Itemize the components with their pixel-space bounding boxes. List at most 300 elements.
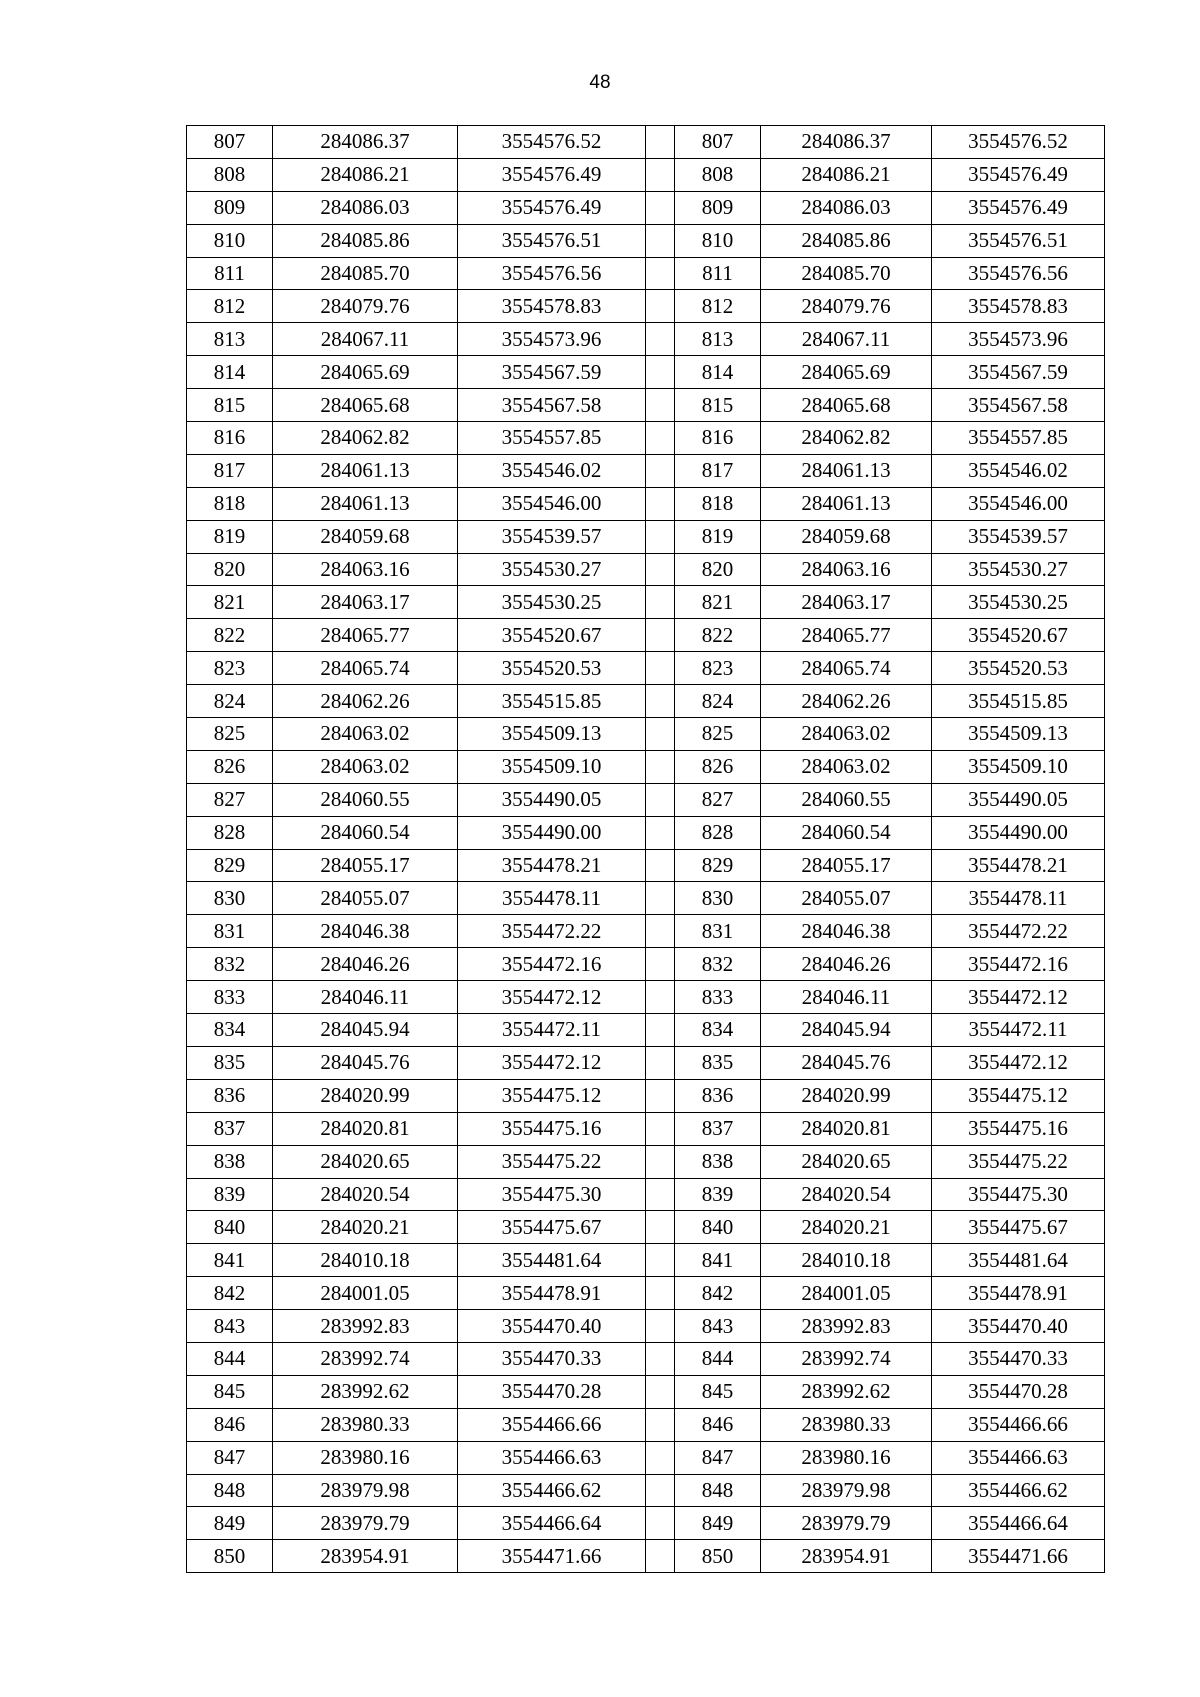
- spacer-cell: [646, 191, 675, 224]
- x-coordinate-cell: 284020.21: [273, 1211, 458, 1244]
- x-coordinate-cell: 284020.99: [761, 1079, 932, 1112]
- table-row: [187, 1145, 1105, 1178]
- x-coordinate-cell: 284046.38: [273, 915, 458, 948]
- x-coordinate-cell: 284020.81: [273, 1112, 458, 1145]
- y-coordinate-cell: 3554546.02: [458, 454, 646, 487]
- y-coordinate-cell: 3554490.05: [458, 783, 646, 816]
- y-coordinate-cell: 3554475.22: [932, 1145, 1105, 1178]
- y-coordinate-cell: 3554546.02: [932, 454, 1105, 487]
- y-coordinate-cell: 3554567.58: [458, 389, 646, 422]
- spacer-cell: [646, 487, 675, 520]
- y-coordinate-cell: 3554470.40: [458, 1310, 646, 1343]
- y-coordinate-cell: 3554576.49: [932, 158, 1105, 191]
- point-id-cell: 825: [675, 718, 761, 751]
- y-coordinate-cell: 3554466.66: [458, 1408, 646, 1441]
- y-coordinate-cell: 3554475.12: [932, 1079, 1105, 1112]
- y-coordinate-cell: 3554576.49: [458, 191, 646, 224]
- point-id-cell: 811: [187, 257, 273, 290]
- x-coordinate-cell: 284063.02: [273, 750, 458, 783]
- y-coordinate-cell: 3554557.85: [458, 422, 646, 455]
- x-coordinate-cell: 284086.21: [761, 158, 932, 191]
- table-row: [187, 454, 1105, 487]
- table-row: [187, 981, 1105, 1014]
- point-id-cell: 848: [187, 1474, 273, 1507]
- point-id-cell: 841: [187, 1244, 273, 1277]
- y-coordinate-cell: 3554478.91: [458, 1277, 646, 1310]
- y-coordinate-cell: 3554520.53: [458, 652, 646, 685]
- x-coordinate-cell: 284055.17: [761, 849, 932, 882]
- point-id-cell: 820: [675, 553, 761, 586]
- spacer-cell: [646, 1342, 675, 1375]
- spacer-cell: [646, 454, 675, 487]
- y-coordinate-cell: 3554466.64: [458, 1507, 646, 1540]
- x-coordinate-cell: 284065.77: [273, 619, 458, 652]
- table-row: [187, 1046, 1105, 1079]
- y-coordinate-cell: 3554470.40: [932, 1310, 1105, 1343]
- point-id-cell: 812: [675, 290, 761, 323]
- x-coordinate-cell: 284085.70: [273, 257, 458, 290]
- point-id-cell: 844: [675, 1342, 761, 1375]
- point-id-cell: 807: [675, 126, 761, 159]
- x-coordinate-cell: 283980.33: [273, 1408, 458, 1441]
- spacer-cell: [646, 158, 675, 191]
- point-id-cell: 849: [187, 1507, 273, 1540]
- y-coordinate-cell: 3554481.64: [932, 1244, 1105, 1277]
- x-coordinate-cell: 284065.69: [761, 356, 932, 389]
- y-coordinate-cell: 3554472.16: [458, 948, 646, 981]
- spacer-cell: [646, 257, 675, 290]
- table-row: [187, 257, 1105, 290]
- spacer-cell: [646, 586, 675, 619]
- table-row: [187, 849, 1105, 882]
- point-id-cell: 815: [675, 389, 761, 422]
- x-coordinate-cell: 283979.79: [761, 1507, 932, 1540]
- point-id-cell: 827: [187, 783, 273, 816]
- point-id-cell: 835: [187, 1046, 273, 1079]
- y-coordinate-cell: 3554520.67: [458, 619, 646, 652]
- spacer-cell: [646, 948, 675, 981]
- y-coordinate-cell: 3554472.12: [932, 1046, 1105, 1079]
- point-id-cell: 846: [675, 1408, 761, 1441]
- spacer-cell: [646, 1277, 675, 1310]
- x-coordinate-cell: 284065.68: [273, 389, 458, 422]
- x-coordinate-cell: 284086.21: [273, 158, 458, 191]
- y-coordinate-cell: 3554530.25: [932, 586, 1105, 619]
- table-row: [187, 323, 1105, 356]
- spacer-cell: [646, 1178, 675, 1211]
- y-coordinate-cell: 3554539.57: [932, 520, 1105, 553]
- x-coordinate-cell: 283992.74: [273, 1342, 458, 1375]
- y-coordinate-cell: 3554475.16: [932, 1112, 1105, 1145]
- x-coordinate-cell: 284065.77: [761, 619, 932, 652]
- point-id-cell: 815: [187, 389, 273, 422]
- spacer-cell: [646, 1408, 675, 1441]
- point-id-cell: 834: [675, 1014, 761, 1047]
- x-coordinate-cell: 284060.54: [761, 816, 932, 849]
- point-id-cell: 847: [187, 1441, 273, 1474]
- point-id-cell: 818: [187, 487, 273, 520]
- point-id-cell: 816: [675, 422, 761, 455]
- x-coordinate-cell: 284067.11: [761, 323, 932, 356]
- point-id-cell: 848: [675, 1474, 761, 1507]
- table-row: [187, 1014, 1105, 1047]
- table-row: [187, 487, 1105, 520]
- point-id-cell: 810: [675, 224, 761, 257]
- y-coordinate-cell: 3554576.49: [932, 191, 1105, 224]
- table-row: [187, 718, 1105, 751]
- x-coordinate-cell: 284062.82: [761, 422, 932, 455]
- y-coordinate-cell: 3554567.59: [932, 356, 1105, 389]
- point-id-cell: 838: [675, 1145, 761, 1178]
- x-coordinate-cell: 284046.11: [761, 981, 932, 1014]
- x-coordinate-cell: 284063.17: [761, 586, 932, 619]
- y-coordinate-cell: 3554509.13: [932, 718, 1105, 751]
- y-coordinate-cell: 3554573.96: [458, 323, 646, 356]
- y-coordinate-cell: 3554520.67: [932, 619, 1105, 652]
- x-coordinate-cell: 284045.76: [273, 1046, 458, 1079]
- table-row: [187, 520, 1105, 553]
- spacer-cell: [646, 1244, 675, 1277]
- x-coordinate-cell: 283979.98: [761, 1474, 932, 1507]
- y-coordinate-cell: 3554530.25: [458, 586, 646, 619]
- x-coordinate-cell: 284065.69: [273, 356, 458, 389]
- spacer-cell: [646, 718, 675, 751]
- table-row: [187, 1342, 1105, 1375]
- point-id-cell: 823: [675, 652, 761, 685]
- x-coordinate-cell: 284079.76: [273, 290, 458, 323]
- x-coordinate-cell: 284065.74: [761, 652, 932, 685]
- spacer-cell: [646, 290, 675, 323]
- y-coordinate-cell: 3554478.21: [932, 849, 1105, 882]
- x-coordinate-cell: 284063.02: [761, 750, 932, 783]
- x-coordinate-cell: 283992.74: [761, 1342, 932, 1375]
- point-id-cell: 835: [675, 1046, 761, 1079]
- y-coordinate-cell: 3554515.85: [458, 685, 646, 718]
- table-row: [187, 619, 1105, 652]
- table-row: [187, 389, 1105, 422]
- table-row: [187, 422, 1105, 455]
- y-coordinate-cell: 3554567.58: [932, 389, 1105, 422]
- x-coordinate-cell: 284046.26: [761, 948, 932, 981]
- point-id-cell: 820: [187, 553, 273, 586]
- x-coordinate-cell: 284045.94: [761, 1014, 932, 1047]
- spacer-cell: [646, 1474, 675, 1507]
- y-coordinate-cell: 3554576.49: [458, 158, 646, 191]
- point-id-cell: 830: [675, 882, 761, 915]
- table-row: [187, 1211, 1105, 1244]
- y-coordinate-cell: 3554576.52: [458, 126, 646, 159]
- y-coordinate-cell: 3554475.16: [458, 1112, 646, 1145]
- point-id-cell: 824: [187, 685, 273, 718]
- coordinates-table-body: [187, 126, 1105, 1573]
- point-id-cell: 813: [187, 323, 273, 356]
- point-id-cell: 832: [675, 948, 761, 981]
- point-id-cell: 810: [187, 224, 273, 257]
- spacer-cell: [646, 783, 675, 816]
- y-coordinate-cell: 3554578.83: [932, 290, 1105, 323]
- x-coordinate-cell: 284045.76: [761, 1046, 932, 1079]
- x-coordinate-cell: 284010.18: [761, 1244, 932, 1277]
- x-coordinate-cell: 283992.62: [273, 1375, 458, 1408]
- x-coordinate-cell: 284020.81: [761, 1112, 932, 1145]
- point-id-cell: 849: [675, 1507, 761, 1540]
- point-id-cell: 837: [187, 1112, 273, 1145]
- point-id-cell: 840: [675, 1211, 761, 1244]
- y-coordinate-cell: 3554475.67: [932, 1211, 1105, 1244]
- y-coordinate-cell: 3554509.10: [932, 750, 1105, 783]
- point-id-cell: 842: [187, 1277, 273, 1310]
- x-coordinate-cell: 284062.26: [273, 685, 458, 718]
- x-coordinate-cell: 283979.79: [273, 1507, 458, 1540]
- x-coordinate-cell: 284045.94: [273, 1014, 458, 1047]
- y-coordinate-cell: 3554515.85: [932, 685, 1105, 718]
- table-row: [187, 1441, 1105, 1474]
- point-id-cell: 828: [675, 816, 761, 849]
- table-row: [187, 652, 1105, 685]
- point-id-cell: 817: [187, 454, 273, 487]
- point-id-cell: 850: [187, 1540, 273, 1573]
- point-id-cell: 808: [187, 158, 273, 191]
- x-coordinate-cell: 284086.03: [273, 191, 458, 224]
- spacer-cell: [646, 915, 675, 948]
- x-coordinate-cell: 284046.26: [273, 948, 458, 981]
- x-coordinate-cell: 283992.83: [273, 1310, 458, 1343]
- spacer-cell: [646, 1540, 675, 1573]
- x-coordinate-cell: 284067.11: [273, 323, 458, 356]
- point-id-cell: 809: [187, 191, 273, 224]
- y-coordinate-cell: 3554490.00: [932, 816, 1105, 849]
- x-coordinate-cell: 284055.17: [273, 849, 458, 882]
- x-coordinate-cell: 284061.13: [273, 454, 458, 487]
- y-coordinate-cell: 3554475.12: [458, 1079, 646, 1112]
- y-coordinate-cell: 3554471.66: [932, 1540, 1105, 1573]
- point-id-cell: 812: [187, 290, 273, 323]
- y-coordinate-cell: 3554466.64: [932, 1507, 1105, 1540]
- spacer-cell: [646, 224, 675, 257]
- x-coordinate-cell: 283980.16: [761, 1441, 932, 1474]
- y-coordinate-cell: 3554576.51: [932, 224, 1105, 257]
- point-id-cell: 807: [187, 126, 273, 159]
- y-coordinate-cell: 3554472.11: [458, 1014, 646, 1047]
- y-coordinate-cell: 3554573.96: [932, 323, 1105, 356]
- y-coordinate-cell: 3554475.67: [458, 1211, 646, 1244]
- y-coordinate-cell: 3554478.11: [932, 882, 1105, 915]
- x-coordinate-cell: 284086.37: [273, 126, 458, 159]
- point-id-cell: 823: [187, 652, 273, 685]
- point-id-cell: 830: [187, 882, 273, 915]
- table-row: [187, 1474, 1105, 1507]
- point-id-cell: 822: [675, 619, 761, 652]
- spacer-cell: [646, 1211, 675, 1244]
- spacer-cell: [646, 126, 675, 159]
- x-coordinate-cell: 284059.68: [761, 520, 932, 553]
- table-row: [187, 1375, 1105, 1408]
- table-row: [187, 783, 1105, 816]
- y-coordinate-cell: 3554466.63: [932, 1441, 1105, 1474]
- y-coordinate-cell: 3554475.30: [458, 1178, 646, 1211]
- spacer-cell: [646, 849, 675, 882]
- y-coordinate-cell: 3554471.66: [458, 1540, 646, 1573]
- x-coordinate-cell: 284062.26: [761, 685, 932, 718]
- x-coordinate-cell: 284063.16: [273, 553, 458, 586]
- y-coordinate-cell: 3554470.33: [932, 1342, 1105, 1375]
- x-coordinate-cell: 284001.05: [761, 1277, 932, 1310]
- y-coordinate-cell: 3554539.57: [458, 520, 646, 553]
- y-coordinate-cell: 3554466.66: [932, 1408, 1105, 1441]
- y-coordinate-cell: 3554490.00: [458, 816, 646, 849]
- y-coordinate-cell: 3554472.22: [458, 915, 646, 948]
- y-coordinate-cell: 3554466.63: [458, 1441, 646, 1474]
- point-id-cell: 843: [187, 1310, 273, 1343]
- table-row: [187, 1540, 1105, 1573]
- x-coordinate-cell: 283954.91: [761, 1540, 932, 1573]
- y-coordinate-cell: 3554478.21: [458, 849, 646, 882]
- spacer-cell: [646, 422, 675, 455]
- table-row: [187, 356, 1105, 389]
- x-coordinate-cell: 283992.62: [761, 1375, 932, 1408]
- y-coordinate-cell: 3554478.91: [932, 1277, 1105, 1310]
- x-coordinate-cell: 284063.02: [273, 718, 458, 751]
- point-id-cell: 847: [675, 1441, 761, 1474]
- point-id-cell: 826: [675, 750, 761, 783]
- x-coordinate-cell: 284055.07: [273, 882, 458, 915]
- y-coordinate-cell: 3554546.00: [932, 487, 1105, 520]
- point-id-cell: 809: [675, 191, 761, 224]
- table-row: [187, 1112, 1105, 1145]
- point-id-cell: 839: [675, 1178, 761, 1211]
- x-coordinate-cell: 284010.18: [273, 1244, 458, 1277]
- table-row: [187, 915, 1105, 948]
- table-row: [187, 948, 1105, 981]
- point-id-cell: 828: [187, 816, 273, 849]
- x-coordinate-cell: 283980.33: [761, 1408, 932, 1441]
- y-coordinate-cell: 3554481.64: [458, 1244, 646, 1277]
- y-coordinate-cell: 3554530.27: [932, 553, 1105, 586]
- table-row: [187, 553, 1105, 586]
- y-coordinate-cell: 3554576.52: [932, 126, 1105, 159]
- page-number: 48: [589, 72, 611, 93]
- table-row: [187, 1277, 1105, 1310]
- table-row: [187, 1079, 1105, 1112]
- spacer-cell: [646, 619, 675, 652]
- spacer-cell: [646, 882, 675, 915]
- table-row: [187, 191, 1105, 224]
- table-row: [187, 586, 1105, 619]
- spacer-cell: [646, 1079, 675, 1112]
- table-row: [187, 290, 1105, 323]
- point-id-cell: 836: [187, 1079, 273, 1112]
- x-coordinate-cell: 284060.55: [273, 783, 458, 816]
- spacer-cell: [646, 323, 675, 356]
- point-id-cell: 844: [187, 1342, 273, 1375]
- x-coordinate-cell: 284061.13: [761, 487, 932, 520]
- point-id-cell: 831: [187, 915, 273, 948]
- x-coordinate-cell: 284020.21: [761, 1211, 932, 1244]
- y-coordinate-cell: 3554475.30: [932, 1178, 1105, 1211]
- spacer-cell: [646, 750, 675, 783]
- x-coordinate-cell: 283980.16: [273, 1441, 458, 1474]
- x-coordinate-cell: 283954.91: [273, 1540, 458, 1573]
- x-coordinate-cell: 284086.03: [761, 191, 932, 224]
- x-coordinate-cell: 284065.68: [761, 389, 932, 422]
- y-coordinate-cell: 3554490.05: [932, 783, 1105, 816]
- spacer-cell: [646, 389, 675, 422]
- table-row: [187, 224, 1105, 257]
- spacer-cell: [646, 652, 675, 685]
- spacer-cell: [646, 1375, 675, 1408]
- spacer-cell: [646, 1145, 675, 1178]
- table-row: [187, 1507, 1105, 1540]
- point-id-cell: 822: [187, 619, 273, 652]
- y-coordinate-cell: 3554475.22: [458, 1145, 646, 1178]
- x-coordinate-cell: 284001.05: [273, 1277, 458, 1310]
- spacer-cell: [646, 1441, 675, 1474]
- x-coordinate-cell: 284046.11: [273, 981, 458, 1014]
- point-id-cell: 814: [187, 356, 273, 389]
- table-row: [187, 750, 1105, 783]
- spacer-cell: [646, 1507, 675, 1540]
- x-coordinate-cell: 284020.54: [761, 1178, 932, 1211]
- point-id-cell: 831: [675, 915, 761, 948]
- point-id-cell: 829: [187, 849, 273, 882]
- x-coordinate-cell: 284061.13: [273, 487, 458, 520]
- x-coordinate-cell: 284061.13: [761, 454, 932, 487]
- y-coordinate-cell: 3554530.27: [458, 553, 646, 586]
- point-id-cell: 839: [187, 1178, 273, 1211]
- y-coordinate-cell: 3554546.00: [458, 487, 646, 520]
- y-coordinate-cell: 3554520.53: [932, 652, 1105, 685]
- point-id-cell: 850: [675, 1540, 761, 1573]
- x-coordinate-cell: 284085.86: [761, 224, 932, 257]
- x-coordinate-cell: 284063.02: [761, 718, 932, 751]
- point-id-cell: 841: [675, 1244, 761, 1277]
- y-coordinate-cell: 3554576.56: [932, 257, 1105, 290]
- point-id-cell: 816: [187, 422, 273, 455]
- x-coordinate-cell: 284046.38: [761, 915, 932, 948]
- x-coordinate-cell: 284060.55: [761, 783, 932, 816]
- y-coordinate-cell: 3554567.59: [458, 356, 646, 389]
- y-coordinate-cell: 3554466.62: [458, 1474, 646, 1507]
- x-coordinate-cell: 283992.83: [761, 1310, 932, 1343]
- table-row: [187, 816, 1105, 849]
- x-coordinate-cell: 284065.74: [273, 652, 458, 685]
- point-id-cell: 811: [675, 257, 761, 290]
- y-coordinate-cell: 3554478.11: [458, 882, 646, 915]
- table-row: [187, 882, 1105, 915]
- x-coordinate-cell: 284055.07: [761, 882, 932, 915]
- table-row: [187, 1178, 1105, 1211]
- point-id-cell: 817: [675, 454, 761, 487]
- point-id-cell: 808: [675, 158, 761, 191]
- point-id-cell: 819: [675, 520, 761, 553]
- y-coordinate-cell: 3554470.28: [458, 1375, 646, 1408]
- spacer-cell: [646, 553, 675, 586]
- y-coordinate-cell: 3554472.12: [458, 981, 646, 1014]
- x-coordinate-cell: 284085.70: [761, 257, 932, 290]
- x-coordinate-cell: 284063.17: [273, 586, 458, 619]
- point-id-cell: 819: [187, 520, 273, 553]
- y-coordinate-cell: 3554576.51: [458, 224, 646, 257]
- spacer-cell: [646, 356, 675, 389]
- spacer-cell: [646, 816, 675, 849]
- point-id-cell: 833: [675, 981, 761, 1014]
- spacer-cell: [646, 981, 675, 1014]
- x-coordinate-cell: 284060.54: [273, 816, 458, 849]
- x-coordinate-cell: 284020.54: [273, 1178, 458, 1211]
- y-coordinate-cell: 3554466.62: [932, 1474, 1105, 1507]
- point-id-cell: 836: [675, 1079, 761, 1112]
- table-row: [187, 1244, 1105, 1277]
